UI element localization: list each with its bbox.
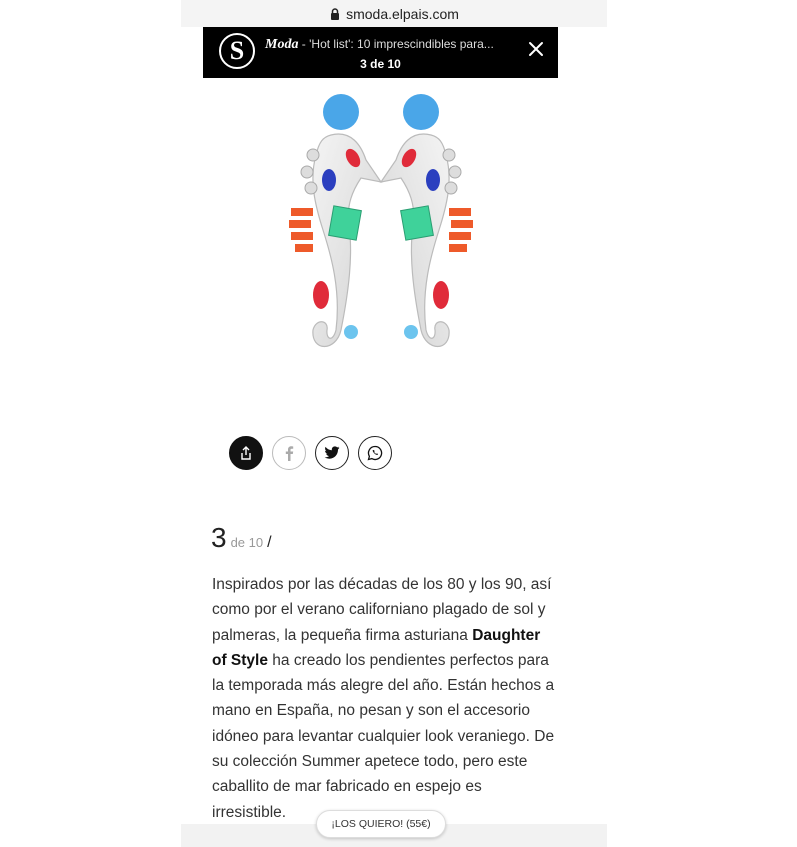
share-button[interactable] xyxy=(229,436,263,470)
slide-counter: 3 de 10 xyxy=(360,57,401,71)
share-bar xyxy=(229,436,392,470)
gallery-title xyxy=(265,37,494,53)
slide-description xyxy=(212,572,557,825)
description-part-2: ha creado los pendientes perfectos para la temporada más alegre del año. Están hechos a mano en España, no pesan y son el accesorio idóneo para levantar cualquier look veraniego. De su colección Summer apetece todo, pero este caballito de mar fabricado en espejo es irresistible. xyxy=(212,651,555,821)
section-name[interactable]: Moda xyxy=(265,37,299,52)
slide-separator: / xyxy=(267,534,272,551)
whatsapp-share-button[interactable] xyxy=(358,436,392,470)
smoda-logo[interactable]: S xyxy=(219,33,255,69)
earrings-image xyxy=(261,90,501,370)
close-icon[interactable] xyxy=(528,41,544,57)
whatsapp-icon xyxy=(367,445,383,461)
share-icon xyxy=(238,445,254,461)
lock-icon xyxy=(329,8,341,20)
slide-position xyxy=(211,522,272,554)
twitter-icon xyxy=(324,446,340,460)
facebook-share-button[interactable] xyxy=(272,436,306,470)
page xyxy=(181,0,607,847)
brand-name: Daughter of Style xyxy=(212,626,541,669)
gallery-header xyxy=(203,27,558,78)
slide-total: de 10 xyxy=(230,535,264,550)
left-earring xyxy=(289,94,381,347)
twitter-share-button[interactable] xyxy=(315,436,349,470)
facebook-icon xyxy=(282,445,296,461)
url-text: smoda.elpais.com xyxy=(346,5,459,22)
slide-current: 3 xyxy=(211,522,227,553)
description-part-1: Inspirados por las décadas de los 80 y los 90, así como por el verano californiano plagado de sol y palmeras, la pequeña firma asturiana xyxy=(212,576,552,644)
right-earring xyxy=(381,94,473,347)
address-bar[interactable] xyxy=(181,0,607,27)
buy-button[interactable]: ¡LOS QUIERO! (55€) xyxy=(316,810,446,838)
gallery-title-text: - 'Hot list': 10 imprescindibles para... xyxy=(298,37,494,51)
